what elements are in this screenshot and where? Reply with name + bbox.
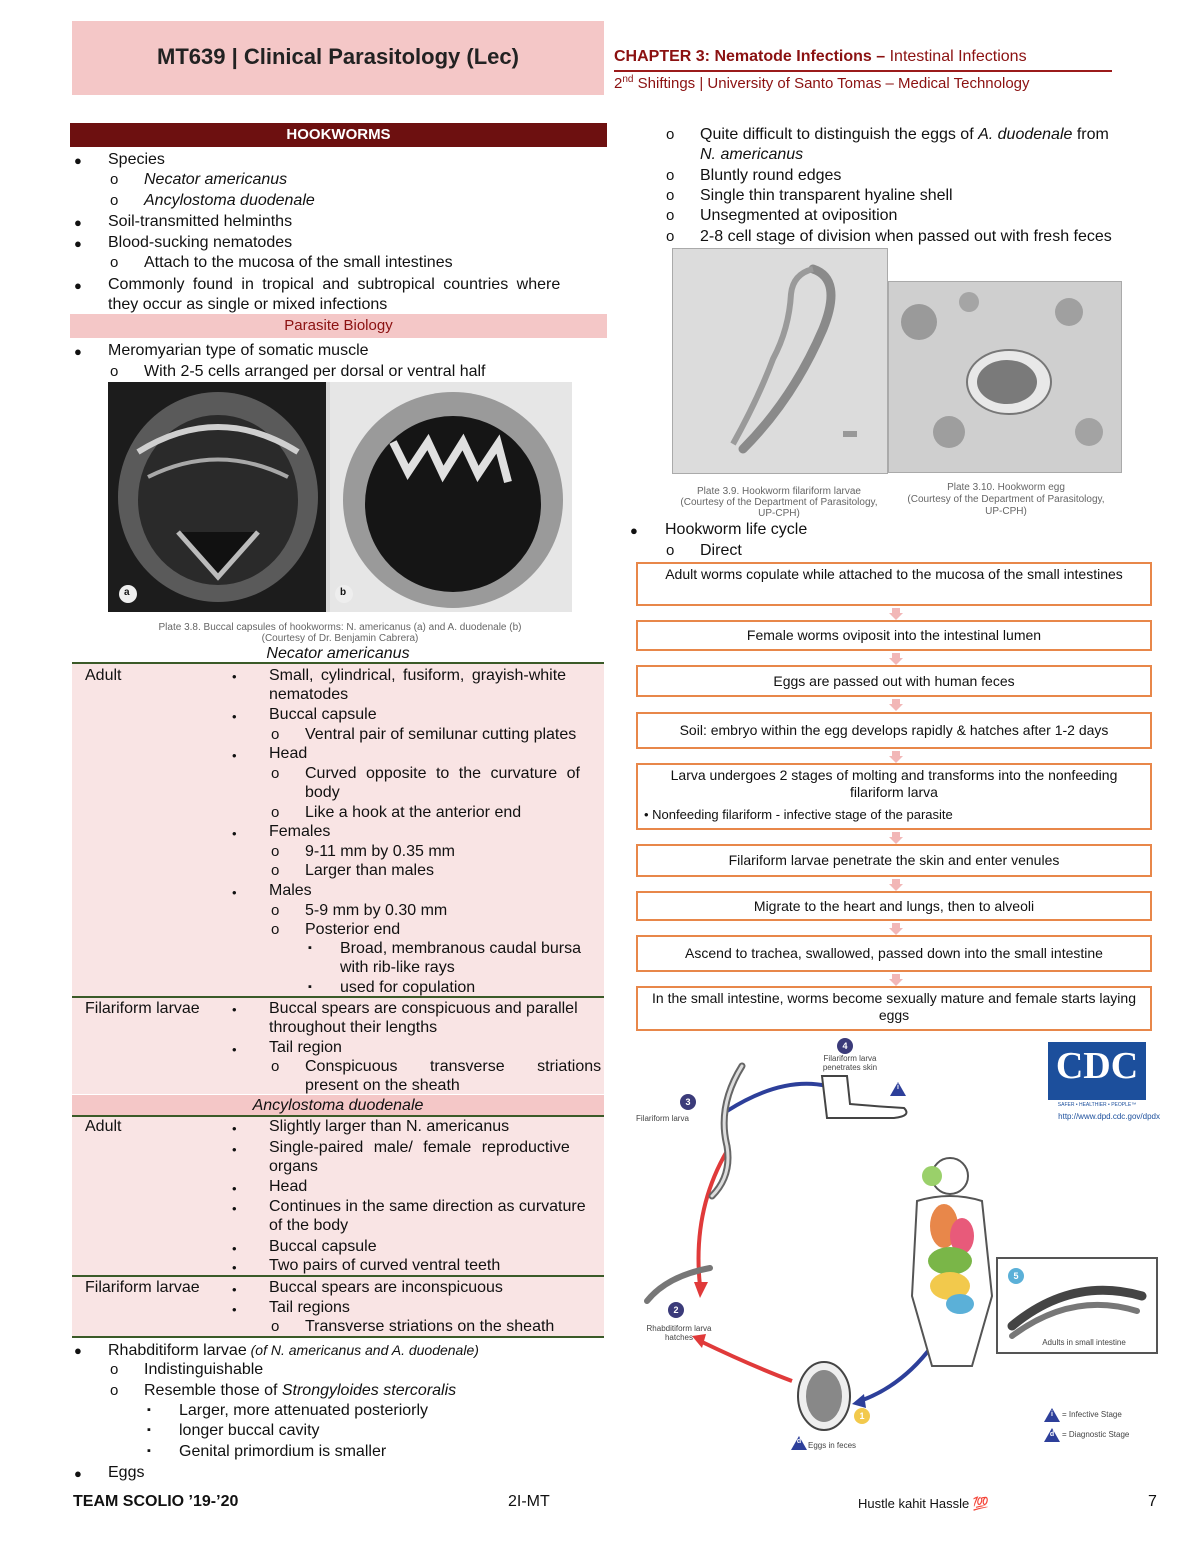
sub-bullet: o — [271, 1318, 280, 1335]
eggs-distinguish: Quite difficult to distinguish the eggs of A. duodenale from — [700, 126, 1109, 143]
sub-bullet: o — [666, 542, 675, 559]
na-adult-line: used for copulation — [340, 979, 476, 996]
ad-filariform-label: Filariform larvae — [85, 1279, 200, 1296]
filariform-larvae-illustration — [673, 249, 887, 473]
na-adult-line: Buccal capsule — [269, 706, 377, 723]
flow-arrow-icon — [889, 699, 903, 711]
plate-3-8-credit: (Courtesy of Dr. Benjamin Cabrera) — [261, 633, 419, 644]
square-bullet: ▪ — [308, 942, 312, 954]
eggs-distinguish-2: N. americanus — [700, 146, 804, 163]
na-adult-line: nematodes — [269, 686, 349, 703]
stage-number: 1 — [859, 1411, 865, 1421]
flow-step-8: Ascend to trachea, swallowed, passed down into the small intestine — [636, 935, 1152, 972]
life-cycle-label: Hookworm life cycle — [665, 521, 808, 538]
resemble-strongyloides: Resemble those of Strongyloides stercoralis — [144, 1382, 457, 1399]
sub-bullet: o — [271, 726, 280, 743]
na-adult-line: Curved opposite to the curvature of — [305, 765, 580, 782]
label-filariform-larva: Filariform larva — [636, 1114, 689, 1123]
indistinguishable: Indistinguishable — [144, 1361, 264, 1378]
na-adult-line: 5-9 mm by 0.30 mm — [305, 902, 448, 919]
buccal-capsule-illustration — [108, 382, 572, 612]
header-rule — [614, 70, 1112, 72]
eggs-label: Eggs — [108, 1464, 145, 1481]
ad-adult-line: Single-paired male/ female reproductive — [269, 1139, 570, 1156]
bullet: ● — [74, 344, 82, 359]
na-fil-line: throughout their lengths — [269, 1019, 438, 1036]
cycle-arrow-red — [699, 1151, 727, 1286]
diagnostic-mark: d — [796, 1438, 802, 1445]
species-label: Species — [108, 151, 165, 168]
ad-adult-line: of the body — [269, 1217, 349, 1234]
bullet: • — [232, 669, 237, 684]
sub-bullet: o — [271, 804, 280, 821]
ad-fil-line: Buccal spears are inconspicuous — [269, 1279, 503, 1296]
na-table-title: Necator americanus — [266, 645, 410, 662]
bullet: • — [232, 748, 237, 763]
sub-bullet: o — [271, 1058, 280, 1075]
label-penetrates-skin: Filariform larva penetrates skin — [822, 1054, 878, 1072]
rhab-genital: Genital primordium is smaller — [179, 1443, 387, 1460]
na-adult-line: 9-11 mm by 0.35 mm — [305, 843, 455, 860]
stage-number: 3 — [685, 1097, 691, 1107]
bullet: • — [232, 1282, 237, 1297]
sub-bullet: o — [666, 187, 675, 204]
cycle-arrow-blue — [727, 1084, 827, 1111]
flow-step-5-note: • Nonfeeding filariform - infective stage of the parasite — [644, 807, 953, 822]
legend-infective: = Infective Stage — [1062, 1410, 1122, 1419]
sub-bullet: o — [271, 862, 280, 879]
sub-bullet: o — [666, 207, 675, 224]
cycle-arrow-red — [700, 1341, 792, 1381]
fig-label-b: b — [340, 587, 347, 598]
soil-transmitted: Soil-transmitted helminths — [108, 213, 293, 230]
flow-step-2: Female worms oviposit into the intestinal lumen — [636, 620, 1152, 651]
flow-arrow-icon — [889, 751, 903, 763]
ad-adult-line: Continues in the same direction as curvature — [269, 1198, 586, 1215]
bullet: • — [232, 1042, 237, 1057]
plate-3-9-credit: (Courtesy of the Department of Parasitology, — [680, 497, 878, 508]
na-adult-line: Males — [269, 882, 312, 899]
meromyarian: Meromyarian type of somatic muscle — [108, 342, 369, 359]
ad-table-title: Ancylostoma duodenale — [252, 1097, 424, 1114]
label-eggs-in-feces: Eggs in feces — [808, 1441, 857, 1450]
cycle-arrow-blue — [860, 1346, 932, 1401]
flow-arrow-icon — [889, 653, 903, 665]
cells-arranged: With 2-5 cells arranged per dorsal or ventral half — [144, 363, 486, 380]
square-bullet: ▪ — [147, 1445, 151, 1457]
bullet: • — [232, 826, 237, 841]
sub-bullet: o — [110, 363, 119, 380]
bullet: ● — [74, 278, 82, 293]
na-fil-line: Buccal spears are conspicuous and parallel — [269, 1000, 578, 1017]
sub-bullet: o — [666, 126, 675, 143]
ad-adult-label: Adult — [85, 1118, 122, 1135]
sub-bullet: o — [666, 167, 675, 184]
na-adult-line: Posterior end — [305, 921, 401, 938]
na-adult-line: Ventral pair of semilunar cutting plates — [305, 726, 577, 743]
bullet: • — [232, 1121, 237, 1136]
sub-bullet: o — [666, 228, 675, 245]
flow-arrow-icon — [889, 974, 903, 986]
rhab-larger: Larger, more attenuated posteriorly — [179, 1402, 429, 1419]
flow-arrow-icon — [889, 923, 903, 935]
sub-bullet: o — [110, 254, 119, 271]
chapter-title: CHAPTER 3: Nematode Infections – Intestinal Infections — [614, 48, 1027, 65]
table-rule — [72, 1275, 604, 1277]
label-rhabditiform-hatches: Rhabditiform larva hatches — [646, 1324, 712, 1342]
legend-diagnostic: = Diagnostic Stage — [1062, 1430, 1130, 1439]
flow-step-3: Eggs are passed out with human feces — [636, 665, 1152, 697]
plate-3-10-credit-2: UP-CPH) — [985, 506, 1027, 517]
page-number: 7 — [1148, 1493, 1157, 1510]
sub-bullet: o — [271, 765, 280, 782]
flow-arrow-icon — [889, 608, 903, 620]
flow-arrow-icon — [889, 832, 903, 844]
sub-bullet: o — [110, 1361, 119, 1378]
bullet: ● — [74, 1466, 82, 1481]
table-rule — [72, 996, 604, 998]
ad-adult-line: Two pairs of curved ventral teeth — [269, 1257, 501, 1274]
plate-3-8-caption: Plate 3.8. Buccal capsules of hookworms: N. americanus (a) and A. duodenale (b) — [158, 622, 522, 633]
bullet: ● — [74, 153, 82, 168]
footer-motto: Hustle kahit Hassle 💯 — [858, 1496, 990, 1511]
sub-bullet: o — [271, 843, 280, 860]
parasite-biology-bar: Parasite Biology — [70, 314, 607, 338]
bullet: • — [232, 709, 237, 724]
fig-label-a: a — [124, 587, 130, 598]
square-bullet: ▪ — [308, 981, 312, 993]
infective-mark: i — [897, 1084, 899, 1091]
bullet: ● — [74, 1343, 82, 1358]
ad-adult-line: Buccal capsule — [269, 1238, 377, 1255]
na-adult-label: Adult — [85, 667, 122, 684]
eggs-bluntly: Bluntly round edges — [700, 167, 842, 184]
na-adult-line: Small, cylindrical, fusiform, grayish-white — [269, 667, 567, 684]
species-necator: Necator americanus — [144, 171, 288, 188]
plate-3-9-credit-2: UP-CPH) — [758, 508, 800, 519]
plate-3-10-caption: Plate 3.10. Hookworm egg — [947, 482, 1065, 493]
rhab-buccal: longer buccal cavity — [179, 1422, 320, 1439]
flow-arrow-icon — [889, 879, 903, 891]
sub-bullet: o — [110, 171, 119, 188]
bullet: • — [232, 1201, 237, 1216]
legend-infective-mark: i — [1051, 1411, 1053, 1418]
sub-bullet: o — [271, 921, 280, 938]
hookworm-egg-photo — [888, 281, 1122, 473]
na-adult-line: with rib-like rays — [340, 959, 455, 976]
life-cycle-illustration — [632, 1036, 1162, 1460]
cdc-url: http://www.dpd.cdc.gov/dpdx — [1058, 1112, 1160, 1121]
plate-3-10-credit: (Courtesy of the Department of Parasitology, — [907, 494, 1105, 505]
blood-sucking: Blood-sucking nematodes — [108, 234, 293, 251]
attach-mucosa: Attach to the mucosa of the small intestines — [144, 254, 453, 271]
na-adult-line: Like a hook at the anterior end — [305, 804, 522, 821]
na-fil-line: Tail region — [269, 1039, 342, 1056]
na-adult-line: Head — [269, 745, 308, 762]
eggs-unsegmented: Unsegmented at oviposition — [700, 207, 898, 224]
eggs-shell: Single thin transparent hyaline shell — [700, 187, 953, 204]
plate-3-9-caption: Plate 3.9. Hookworm filariform larvae — [697, 486, 861, 497]
bullet: • — [232, 1241, 237, 1256]
footer-team: TEAM SCOLIO ’19-’20 — [73, 1493, 239, 1510]
ad-fil-line: Transverse striations on the sheath — [305, 1318, 555, 1335]
bullet: • — [232, 1260, 237, 1275]
na-adult-line: Broad, membranous caudal bursa — [340, 940, 582, 957]
bullet: ● — [74, 215, 82, 230]
ad-adult-line: Slightly larger than N. americanus — [269, 1118, 510, 1135]
table-rule — [72, 662, 604, 664]
species-ancylostoma: Ancylostoma duodenale — [144, 192, 315, 209]
legend-diagnostic-mark: d — [1049, 1431, 1055, 1438]
sub-bullet: o — [271, 902, 280, 919]
na-adult-line: Larger than males — [305, 862, 434, 879]
section-hookworms: HOOKWORMS — [70, 123, 607, 147]
sub-bullet: o — [110, 192, 119, 209]
square-bullet: ▪ — [147, 1404, 151, 1416]
flow-step-5-text: Larva undergoes 2 stages of molting and transforms into the nonfeeding filariform larva — [670, 767, 1118, 800]
na-fil-line: Conspicuous transverse striations — [305, 1058, 602, 1075]
square-bullet: ▪ — [147, 1424, 151, 1436]
cdc-tagline: SAFER • HEALTHIER • PEOPLE™ — [1057, 1102, 1137, 1108]
stage-number: 4 — [842, 1041, 848, 1051]
bullet: • — [232, 885, 237, 900]
stage-number: 5 — [1013, 1271, 1019, 1281]
ad-adult-line: organs — [269, 1158, 318, 1175]
rhabditiform-larvae: Rhabditiform larvae (of N. americanus and A. duodenale) — [108, 1342, 479, 1359]
na-adult-line: Females — [269, 823, 331, 840]
commonly-found-2: they occur as single or mixed infections — [108, 296, 388, 313]
table-rule — [72, 1336, 604, 1338]
filariform-larvae-photo — [672, 248, 888, 474]
flow-step-1: Adult worms copulate while attached to the mucosa of the small intestines — [636, 562, 1152, 606]
flow-step-5 — [636, 763, 1152, 830]
label-adults-small-intestine: Adults in small intestine — [1042, 1338, 1126, 1347]
cdc-life-cycle-diagram — [632, 1036, 1162, 1460]
ad-fil-line: Tail regions — [269, 1299, 350, 1316]
flow-step-6: Filariform larvae penetrate the skin and enter venules — [636, 844, 1152, 877]
stage-number: 2 — [673, 1305, 679, 1315]
flow-step-9: In the small intestine, worms become sexually mature and female starts laying eggs — [636, 986, 1152, 1031]
direct-label: Direct — [700, 542, 742, 559]
footer-section: 2I-MT — [508, 1493, 550, 1510]
bullet: ● — [630, 523, 638, 538]
na-adult-line: body — [305, 784, 340, 801]
eggs-cell-stage: 2-8 cell stage of division when passed out with fresh feces — [700, 228, 1112, 245]
header-subtitle: 2nd Shiftings | University of Santo Tomas – Medical Technology — [614, 74, 1030, 92]
buccal-capsule-photo — [108, 382, 572, 612]
hookworm-egg-illustration — [889, 282, 1121, 472]
sub-bullet: o — [110, 1382, 119, 1399]
bullet: ● — [74, 236, 82, 251]
cdc-logo: CDC — [1055, 1045, 1139, 1087]
bullet: • — [232, 1142, 237, 1157]
ad-adult-line: Head — [269, 1178, 308, 1195]
commonly-found-1: Commonly found in tropical and subtropical countries where — [108, 276, 561, 293]
bullet: • — [232, 1302, 237, 1317]
flow-step-7: Migrate to the heart and lungs, then to alveoli — [636, 891, 1152, 921]
na-filariform-label: Filariform larvae — [85, 1000, 200, 1017]
course-title: MT639 | Clinical Parasitology (Lec) — [157, 44, 519, 69]
na-fil-line: present on the sheath — [305, 1077, 460, 1094]
bullet: • — [232, 1181, 237, 1196]
flow-step-4: Soil: embryo within the egg develops rapidly & hatches after 1-2 days — [636, 712, 1152, 749]
bullet: • — [232, 1002, 237, 1017]
